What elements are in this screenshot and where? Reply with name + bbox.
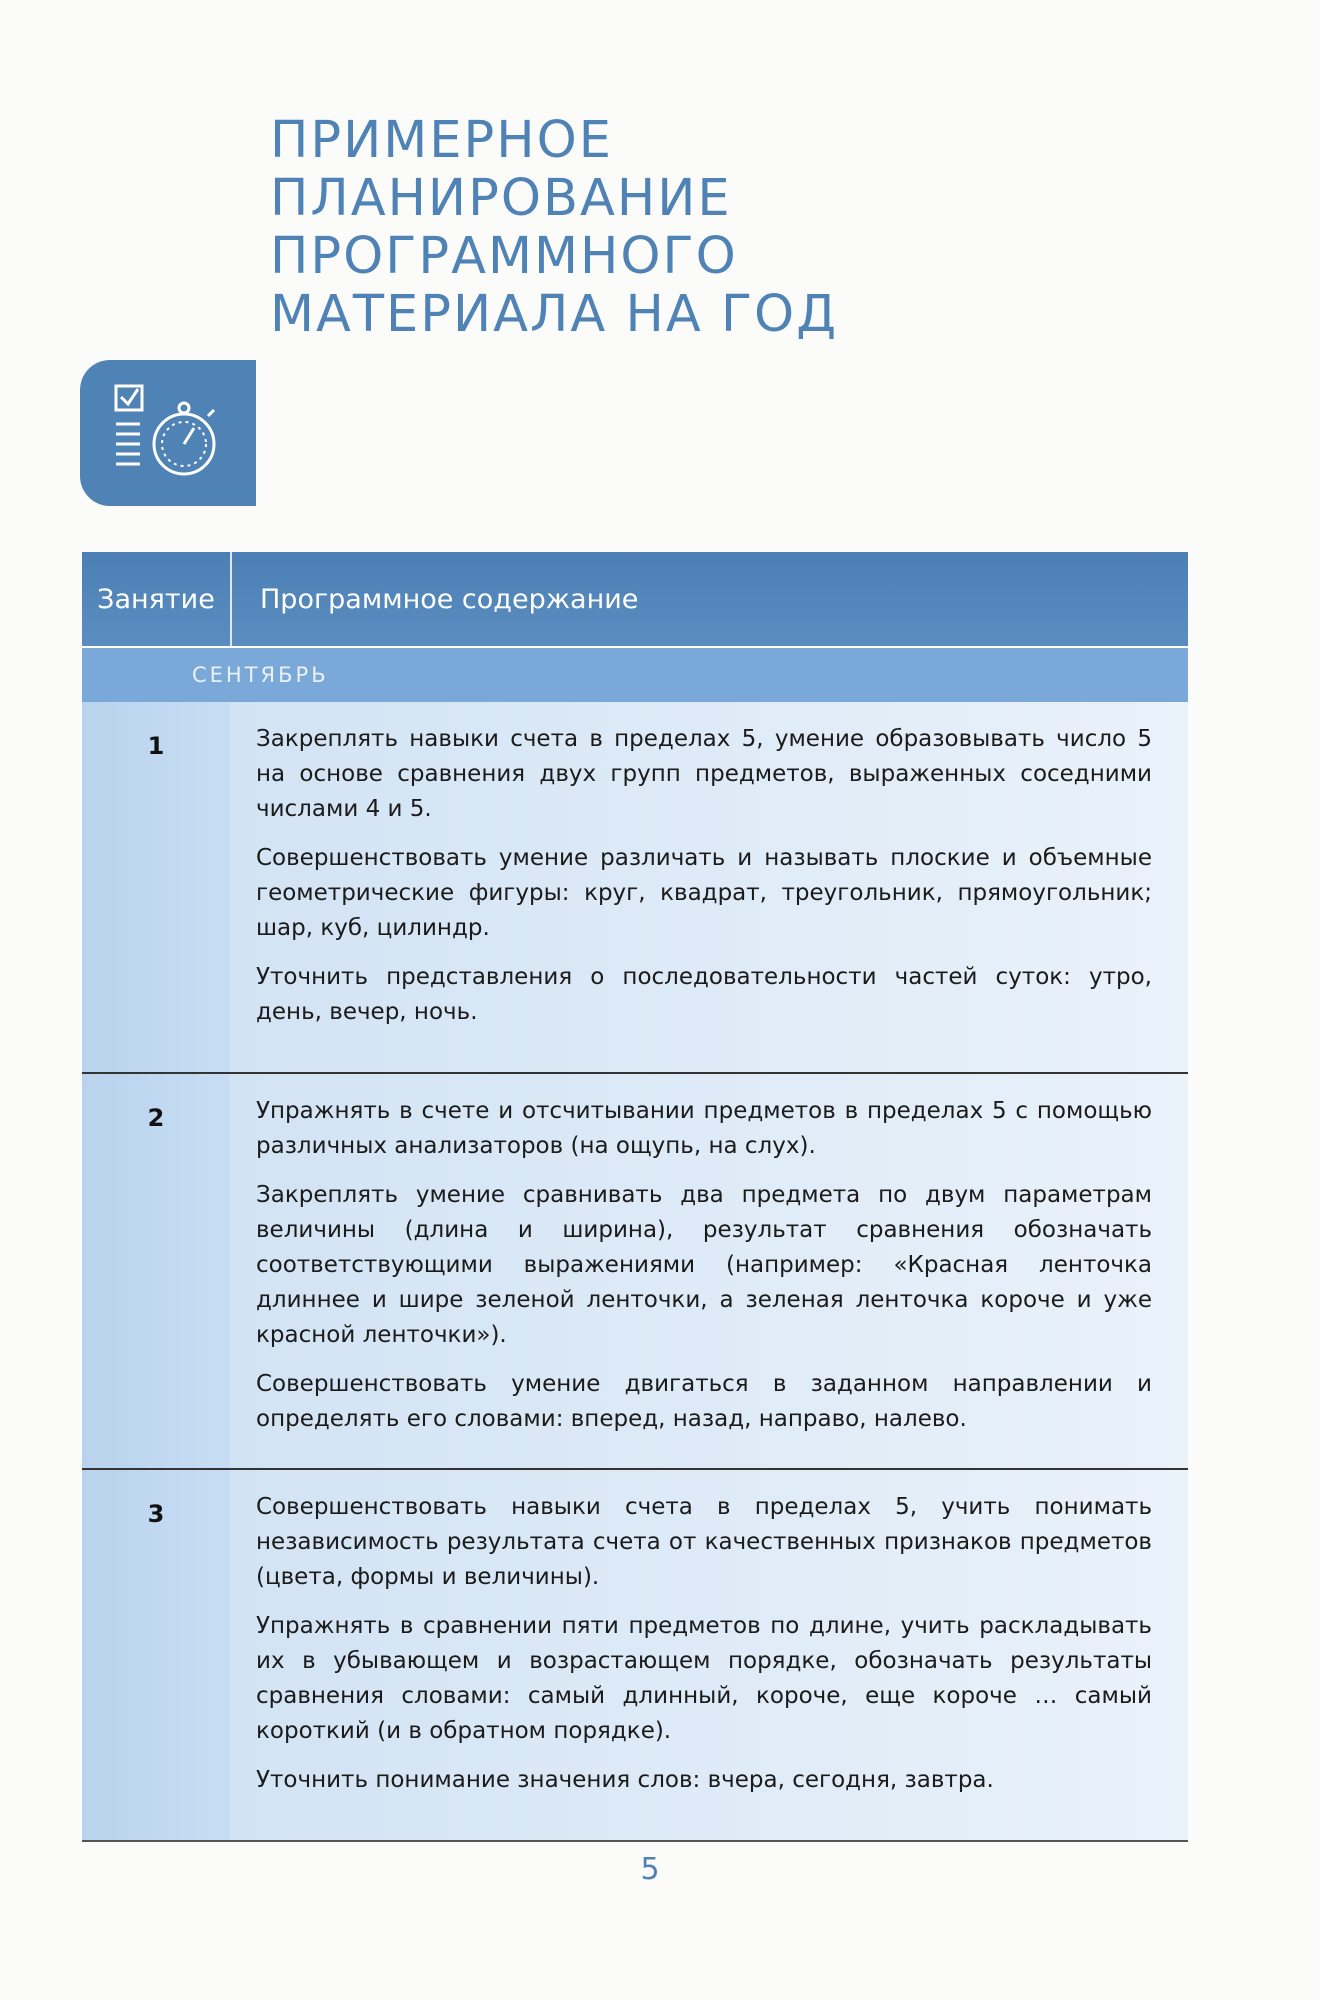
content-paragraph: Уточнить представления о последовательности частей суток: утро, день, вечер, ночь.: [256, 964, 1152, 1025]
title-line: ПЛАНИРОВАНИЕ: [270, 169, 732, 228]
title-line: ПРОГРАММНОГО: [270, 227, 738, 286]
header-content: Программное содержание: [260, 583, 639, 615]
lesson-content: [230, 1470, 1188, 1840]
month-label: СЕНТЯБРЬ: [82, 646, 1188, 702]
table-row: [82, 702, 1188, 1074]
lesson-number: 2: [82, 1074, 230, 1468]
table-header: [82, 552, 1188, 646]
title-line: МАТЕРИАЛА НА ГОД: [270, 285, 839, 344]
lesson-number: 3: [82, 1470, 230, 1840]
table-row: [82, 1470, 1188, 1842]
content-paragraph: Упражнять в сравнении пяти предметов по длине, учить раскладывать их в убывающем и возрастающем порядке, обозначать результаты сравнения словами: самый длинный, короче, еще короче … самый короткий (и в обратном порядке).: [256, 1613, 1152, 1744]
content-paragraph: Уточнить понимание значения слов: вчера, сегодня, завтра.: [256, 1767, 994, 1793]
table-row: [82, 1074, 1188, 1470]
lesson-content: [230, 1074, 1188, 1468]
checklist-stopwatch-icon: [80, 360, 256, 506]
content-paragraph: Совершенствовать умение различать и называть плоские и объемные геометрические фигуры: круг, квадрат, треугольник, прямоугольник; шар, куб, цилиндр.: [256, 845, 1152, 941]
title-line: ПРИМЕРНОЕ: [270, 111, 613, 170]
content-paragraph: Закреплять навыки счета в пределах 5, умение образовывать число 5 на основе сравнения двух групп предметов, выраженных соседними числами 4 и 5.: [256, 726, 1152, 822]
content-paragraph: Совершенствовать умение двигаться в заданном направлении и определять его словами: вперед, назад, направо, налево.: [256, 1371, 1152, 1432]
content-paragraph: Упражнять в счете и отсчитывании предметов в пределах 5 с помощью различных анализаторов (на ощупь, на слух).: [256, 1098, 1152, 1159]
header-lesson: Занятие: [82, 552, 232, 646]
lesson-number: 1: [82, 702, 230, 1072]
page-title: [270, 112, 990, 344]
page-number: 5: [640, 1852, 660, 1887]
content-paragraph: Закреплять умение сравнивать два предмета по двум параметрам величины (длина и ширина), результат сравнения обозначать соответствующими выражениями (например: «Красная ленточка длиннее и шире зеленой ленточки, а зеленая ленточка короче и уже красной ленточки»).: [256, 1182, 1152, 1348]
content-paragraph: Совершенствовать навыки счета в пределах 5, учить понимать независимость результата счета от качественных признаков предметов (цвета, формы и величины).: [256, 1494, 1152, 1590]
plan-table: [82, 552, 1188, 1842]
lesson-content: [230, 702, 1188, 1072]
